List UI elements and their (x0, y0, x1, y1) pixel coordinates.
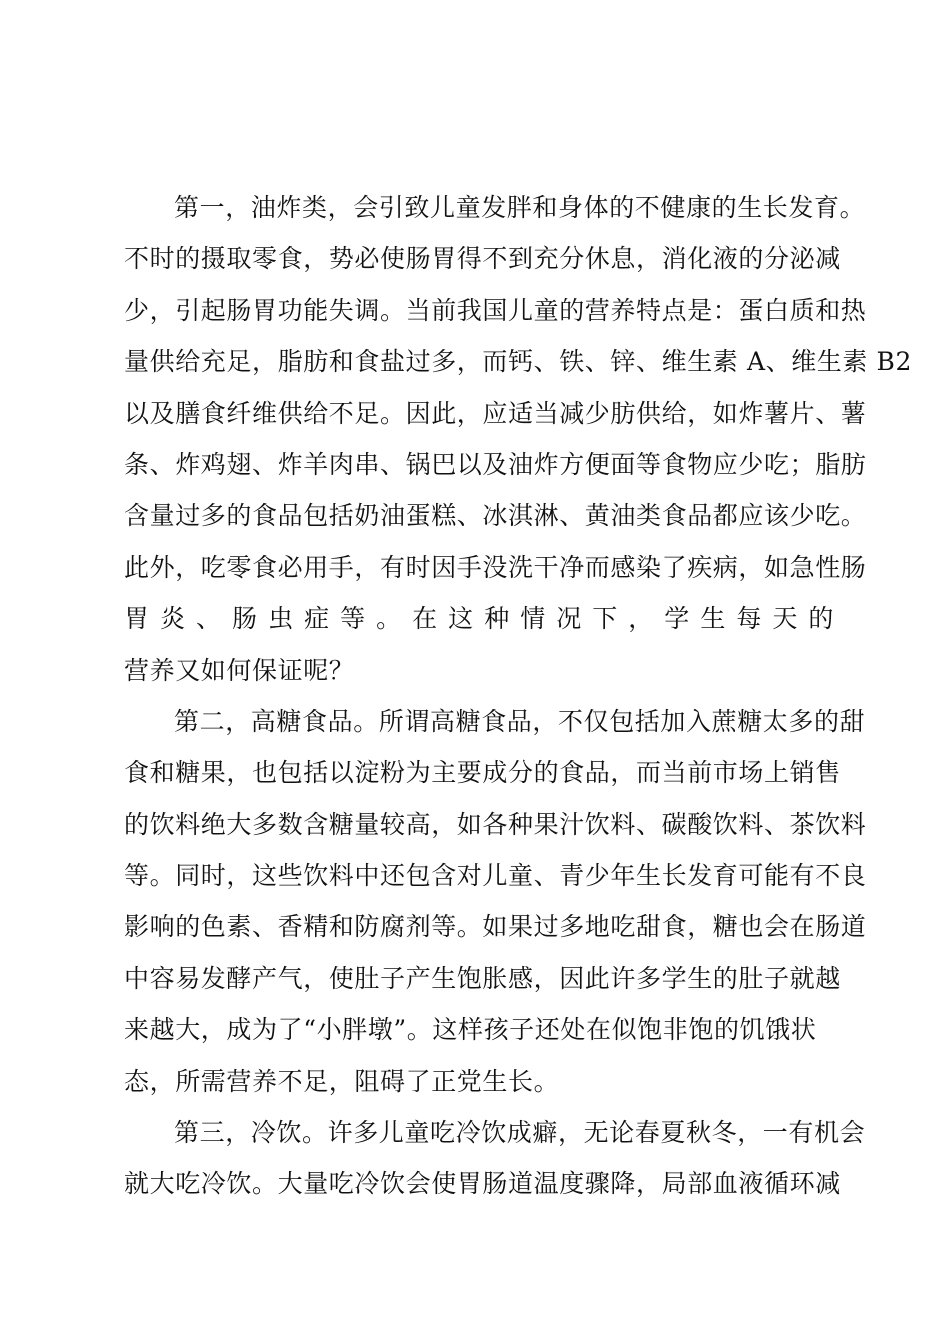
text-line: 量供给充足，脂肪和食盐过多，而钙、铁、锌、维生素 A、维生素 B2 (124, 347, 913, 377)
text-line: 第三，冷饮。许多儿童吃冷饮成癖，无论春夏秋冬，一有机会 (174, 1118, 866, 1148)
text-line: 以及膳食纤维供给不足。因此，应适当减少肪供给，如炸薯片、薯 (124, 398, 867, 428)
text-line: 含量过多的食品包括奶油蛋糕、冰淇淋、黄油类食品都应该少吃。 (124, 501, 867, 531)
text-line: 少，引起肠胃功能失调。当前我国儿童的营养特点是：蛋白质和热 (124, 295, 867, 325)
text-line: 营养又如何保证呢？ (124, 655, 355, 685)
text-line: 的饮料绝大多数含糖量较高，如各种果汁饮料、碳酸饮料、茶饮料 (124, 809, 867, 839)
text-line: 不时的摄取零食，势必使肠胃得不到充分休息，消化液的分泌减 (124, 244, 841, 274)
text-line: 第二，高糖食品。所谓高糖食品，不仅包括加入蔗糖太多的甜 (174, 706, 866, 736)
text-line: 中容易发酵产气，使肚子产生饱胀感，因此许多学生的肚子就越 (124, 963, 841, 993)
text-line: 影响的色素、香精和防腐剂等。如果过多地吃甜食，糖也会在肠道 (124, 912, 867, 942)
text-line: 食和糖果，也包括以淀粉为主要成分的食品，而当前市场上销售 (124, 758, 841, 788)
text-line: 此外，吃零食必用手，有时因手没洗干净而感染了疾病，如急性肠 (124, 552, 867, 582)
text-line: 第一，油炸类，会引致儿童发胖和身体的不健康的生长发育。 (174, 193, 866, 222)
text-line: 条、炸鸡翅、炸羊肉串、锅巴以及油炸方便面等食物应少吃；脂肪 (124, 449, 867, 479)
body-text (124, 182, 913, 1210)
text-line: 来越大，成为了“小胖墩”。这样孩子还处在似饱非饱的饥饿状 (124, 1015, 817, 1045)
text-line: 胃炎、肠虫症等。在这种情况下，学生每天的 (124, 604, 834, 634)
text-line: 就大吃冷饮。大量吃冷饮会使胃肠道温度骤降，局部血液循环减 (124, 1169, 841, 1199)
text-line: 态，所需营养不足，阻碍了正党生长。 (124, 1066, 560, 1096)
text-line: 等。同时，这些饮料中还包含对儿童、青少年生长发育可能有不良 (124, 861, 867, 891)
